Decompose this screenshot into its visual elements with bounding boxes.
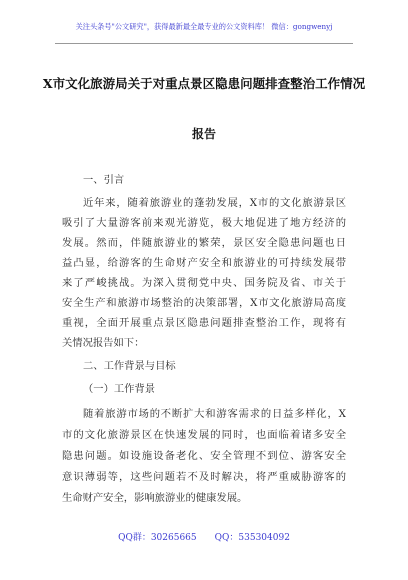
- paragraph-line: 发展。然而，伴随旅游业的繁荣，景区安全隐患问题也日: [62, 237, 346, 249]
- paragraph-line: 来了严峻挑战。为深入贯彻党中央、国务院及省、市关于: [62, 277, 346, 289]
- paragraph-line: 意识薄弱等，这些问题若不及时解决，将严重威胁游客的: [62, 471, 346, 483]
- paragraph-line: 生命财产安全，影响旅游业的健康发展。: [62, 492, 248, 504]
- footer-qq-number: QQ：535304092: [214, 533, 290, 543]
- paragraph-line: 近年来，随着旅游业的蓬勃发展，X市的文化旅游景区: [83, 197, 346, 209]
- paragraph-line: 隐患问题。如设施设备老化、安全管理不到位、游客安全: [62, 450, 346, 462]
- footer-contact: [0, 532, 408, 544]
- paragraph-line: 重视，全面开展重点景区隐患问题排查整治工作，现将有: [62, 317, 346, 329]
- section-heading-background: 二、工作背景与目标: [83, 360, 176, 372]
- document-subtitle: 报告: [191, 127, 216, 141]
- paragraph-line: 益凸显，给游客的生命财产安全和旅游业的可持续发展带: [62, 257, 346, 269]
- paragraph-line: 市的文化旅游景区在快速发展的同时，也面临着诸多安全: [62, 429, 346, 441]
- paragraph-line: 安全生产和旅游市场整治的决策部署，X市文化旅游局高度: [62, 297, 346, 309]
- section-heading-introduction: 一、引言: [83, 174, 125, 186]
- header-divider: [55, 43, 353, 44]
- paragraph-line: 随着旅游市场的不断扩大和游客需求的日益多样化，X: [83, 408, 346, 420]
- paragraph-line: 吸引了大量游客前来观光游览，极大地促进了地方经济的: [62, 217, 346, 229]
- document-title: X市文化旅游局关于对重点景区隐患问题排查整治工作情况: [42, 76, 366, 91]
- promo-header-text: 关注头条号"公文研究"，获得最新最全最专业的公文资料库！ 微信：gongwenyj: [75, 22, 333, 31]
- paragraph-line: 关情况报告如下：: [62, 337, 145, 349]
- footer-qq-group: QQ群：30265665: [118, 533, 197, 543]
- subsection-heading-work-background: （一）工作背景: [83, 383, 156, 395]
